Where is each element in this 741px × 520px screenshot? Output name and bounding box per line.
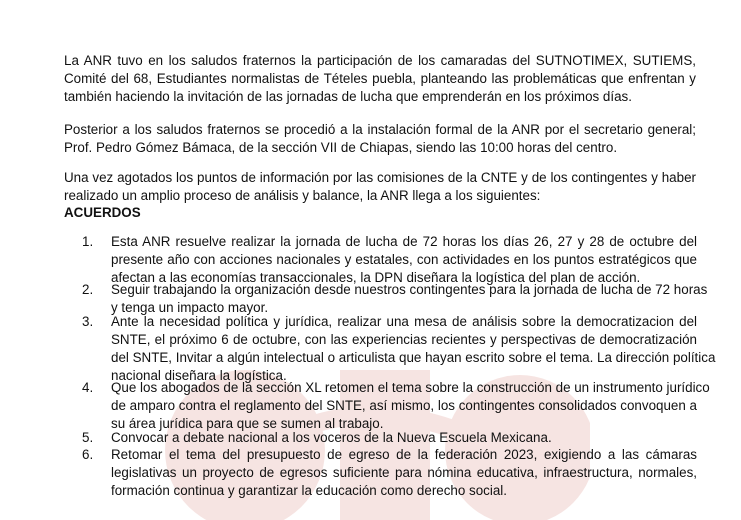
item-number: 4. bbox=[82, 380, 94, 395]
paragraph-saludos bbox=[64, 52, 696, 106]
item-line: Esta ANR resuelve realizar la jornada de lucha de 72 horas los días 26, 27 y 28 de octubre del bbox=[111, 234, 697, 249]
item-line: nacional diseñara la logística. bbox=[111, 368, 287, 383]
paragraph-line: Prof. Pedro Gómez Bámaca, de la sección VII de Chiapas, siendo las 10:00 horas del centro. bbox=[64, 140, 618, 155]
item-line: Retomar el tema del presupuesto de egreso de la federación 2023, exigiendo a las cámaras bbox=[111, 447, 697, 462]
item-text bbox=[111, 281, 708, 317]
item-line: Seguir trabajando la organización desde nuestros contingentes para la jornada de lucha de 72 horas bbox=[111, 282, 708, 297]
item-line: presente año con acciones nacionales y estatales, con actividades en los puntos estratégicos que bbox=[111, 252, 697, 267]
paragraph-line: Comité del 68, Estudiantes normalistas de Tételes puebla, planteando las problemáticas que enfrentan y bbox=[64, 71, 696, 86]
item-line: y tenga un impacto mayor. bbox=[111, 300, 269, 315]
item-line: SNTE, el próximo 6 de octubre, con las experiencias recientes y perspectivas de democratización bbox=[111, 332, 697, 347]
item-number: 2. bbox=[82, 282, 94, 297]
item-line: Convocar a debate nacional a los voceros de la Nueva Escuela Mexicana. bbox=[111, 430, 552, 445]
item-line: Ante la necesidad política y jurídica, realizar una mesa de análisis sobre la democratizacion del bbox=[111, 314, 697, 329]
paragraph-line: también haciendo la invitación de las jornadas de lucha que emprenderán en los próximos días. bbox=[64, 89, 632, 104]
item-text bbox=[111, 379, 710, 433]
item-line: de amparo contra el reglamento del SNTE, así mismo, los contingentes consolidados convoquen a bbox=[111, 398, 697, 413]
item-number: 3. bbox=[82, 314, 94, 329]
item-number: 1. bbox=[82, 234, 94, 249]
paragraph-line: La ANR tuvo en los saludos fraternos la participación de los camaradas del SUTNOTIMEX, SUTIEMS, bbox=[64, 53, 696, 68]
item-line: Que los abogados de la sección XL retomen el tema sobre la construcción de un instrumento jurídico bbox=[111, 380, 710, 395]
section-heading-acuerdos: ACUERDOS bbox=[64, 205, 141, 220]
item-line: su área jurídica para que se sumen al trabajo. bbox=[111, 416, 384, 431]
item-line: afectan a las economías transaccionales, la DPN diseñara la logística del plan de acción. bbox=[111, 270, 641, 285]
paragraph-line: realizado un amplio proceso de análisis y balance, la ANR llega a los siguientes: bbox=[64, 188, 541, 203]
item-text bbox=[111, 446, 697, 500]
paragraph-line: Posterior a los saludos fraternos se procedió a la instalación formal de la ANR por el secretario general; bbox=[64, 122, 696, 137]
paragraph-instalacion bbox=[64, 121, 696, 157]
paragraph-line: Una vez agotados los puntos de información por las comisiones de la CNTE y de los contingentes y haber bbox=[64, 170, 696, 185]
item-text bbox=[111, 313, 716, 385]
item-number: 5. bbox=[82, 430, 94, 445]
item-line: legislativas un proyecto de egresos suficiente para nómina educativa, infraestructura, normales, bbox=[111, 465, 697, 480]
item-number: 6. bbox=[82, 447, 94, 462]
paragraph-balance bbox=[64, 169, 696, 205]
item-text bbox=[111, 233, 697, 287]
item-text bbox=[111, 429, 697, 447]
item-line: formación continua y garantizar la educación como derecho social. bbox=[111, 483, 507, 498]
item-line: del SNTE, Invitar a algún intelectual o articulista que hayan escrito sobre el tema. La dirección política bbox=[111, 350, 716, 365]
